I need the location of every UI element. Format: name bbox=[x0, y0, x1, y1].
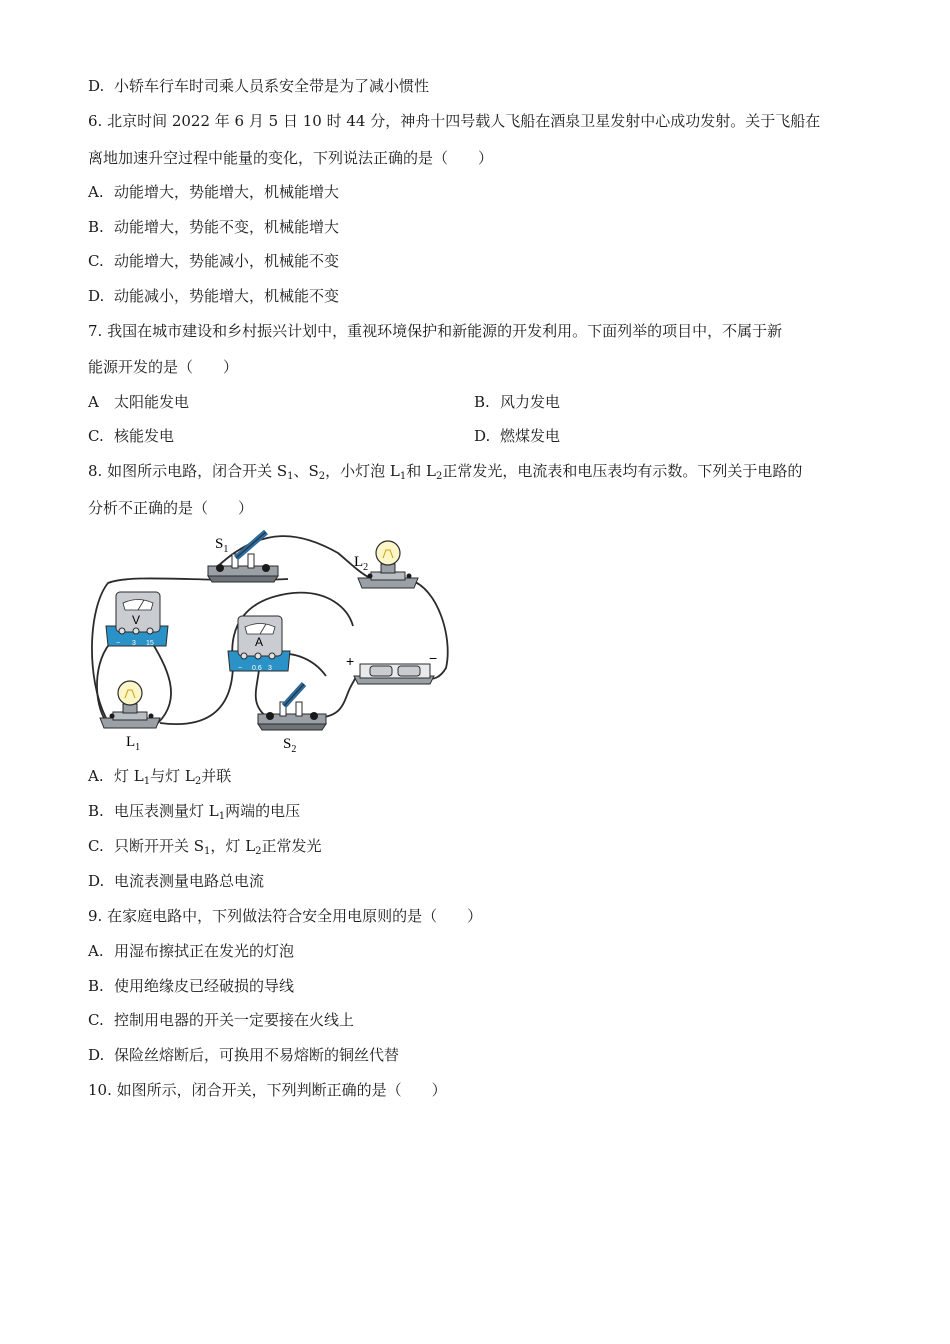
q7-option-d bbox=[474, 426, 560, 446]
q9-option-d bbox=[88, 1045, 399, 1065]
q9-stem: 9. 在家庭电路中，下列做法符合安全用电原则的是（ ） bbox=[88, 907, 483, 925]
wire bbox=[148, 636, 171, 723]
option-text: 用湿布擦拭正在发光的灯泡 bbox=[114, 942, 295, 960]
q7-option-c bbox=[88, 426, 174, 446]
option-text: 核能发电 bbox=[114, 427, 175, 445]
option-text: 燃煤发电 bbox=[500, 427, 561, 445]
q6-option-b bbox=[88, 217, 339, 237]
svg-text:L1: $L_1$ bbox=[126, 734, 141, 753]
q8-stem-line2: 分析不正确的是（ ） bbox=[88, 499, 254, 517]
q6-option-a bbox=[88, 182, 339, 202]
ammeter-terminal: − bbox=[238, 665, 243, 672]
q5-option-d bbox=[88, 76, 429, 96]
q6-option-d bbox=[88, 286, 339, 306]
battery-plus: + bbox=[346, 653, 355, 669]
option-label: D. bbox=[474, 427, 491, 445]
svg-text:S2: $S_2$ bbox=[283, 736, 297, 755]
label-l: L bbox=[126, 734, 136, 750]
option-text: 控制用电器的开关一定要接在火线上 bbox=[114, 1011, 355, 1029]
option-label: B. bbox=[88, 802, 104, 820]
option-label: B. bbox=[88, 977, 104, 995]
option-label: C. bbox=[88, 427, 104, 445]
option-text: 太阳能发电 bbox=[114, 393, 190, 411]
q8-option-d bbox=[88, 871, 264, 891]
option-text: 使用绝缘皮已经破损的导线 bbox=[114, 977, 295, 995]
q8-stem-line1: 8. 如图所示电路，闭合开关 $S_1$、$S_2$，小灯泡 $L_1$和 $L_2$正常发光，电流表和电压表均有示数。下列关于电路的 bbox=[88, 462, 803, 482]
q7-stem-line1: 7. 我国在城市建设和乡村振兴计划中，重视环境保护和新能源的开发利用。下面列举的项目中，不属于新 bbox=[88, 322, 783, 340]
option-text: 动能增大，势能增大，机械能增大 bbox=[114, 183, 340, 201]
label-l: L bbox=[354, 554, 364, 570]
option-text: 动能增大，势能不变，机械能增大 bbox=[114, 218, 340, 236]
q7-option-a bbox=[88, 392, 189, 412]
voltmeter-terminal: 3 bbox=[132, 640, 136, 647]
option-label: D. bbox=[88, 872, 105, 890]
option-label: C. bbox=[88, 252, 104, 270]
option-label: D. bbox=[88, 1046, 105, 1064]
voltmeter-terminal: 15 bbox=[146, 640, 154, 647]
switch-s2 bbox=[258, 684, 326, 730]
q8-option-c: C. 只断开开关 $S_1$，灯 $L_2$正常发光 bbox=[88, 837, 322, 857]
voltmeter-terminal: − bbox=[116, 640, 121, 647]
voltmeter-label: V bbox=[132, 613, 141, 627]
q8-option-a: A. 灯 $L_1$与灯 $L_2$并联 bbox=[88, 767, 232, 787]
battery-minus: − bbox=[429, 650, 438, 666]
option-text: 风力发电 bbox=[500, 393, 561, 411]
option-text: 动能减小，势能增大，机械能不变 bbox=[114, 287, 340, 305]
label-s: S bbox=[283, 736, 292, 752]
q7-stem-line2: 能源开发的是（ ） bbox=[88, 358, 239, 376]
option-label: B. bbox=[88, 218, 104, 236]
option-text: 动能增大，势能减小，机械能不变 bbox=[114, 252, 340, 270]
option-label: D. bbox=[88, 287, 105, 305]
q6-stem-line1: 6. 北京时间 2022 年 6 月 5 日 10 时 44 分，神舟十四号载人飞船在酒泉卫星发射中心成功发射。关于飞船在 bbox=[88, 112, 821, 130]
option-label: A bbox=[88, 393, 99, 411]
label-s: S bbox=[215, 536, 224, 552]
q9-option-b bbox=[88, 976, 294, 996]
ammeter-terminal: 0.6 bbox=[252, 665, 262, 672]
q9-option-a bbox=[88, 941, 294, 961]
wire bbox=[313, 676, 356, 718]
battery bbox=[354, 664, 434, 684]
option-text: 保险丝熔断后，可换用不易熔断的铜丝代替 bbox=[114, 1046, 400, 1064]
circuit-diagram bbox=[88, 528, 458, 760]
option-text: 小轿车行车时司乘人员系安全带是为了减小惯性 bbox=[114, 77, 430, 95]
svg-text:L2: $L_2$ bbox=[354, 554, 369, 573]
ammeter-terminal: 3 bbox=[268, 665, 272, 672]
option-label: A. bbox=[88, 767, 104, 785]
q6-stem-line2: 离地加速升空过程中能量的变化，下列说法正确的是（ ） bbox=[88, 149, 494, 167]
option-label: C. bbox=[88, 1011, 104, 1029]
svg-text:S1: $S_1$ bbox=[215, 536, 229, 555]
q9-option-c bbox=[88, 1010, 354, 1030]
option-label: D. bbox=[88, 77, 105, 95]
lamp-l1 bbox=[100, 681, 160, 728]
ammeter-label: A bbox=[255, 635, 264, 649]
option-label: C. bbox=[88, 837, 104, 855]
option-label: A. bbox=[88, 183, 104, 201]
q8-option-b: B. 电压表测量灯 $L_1$两端的电压 bbox=[88, 802, 301, 822]
q7-option-b bbox=[474, 392, 560, 412]
q6-option-c bbox=[88, 251, 339, 271]
option-label: B. bbox=[474, 393, 490, 411]
option-text: 电流表测量电路总电流 bbox=[114, 872, 265, 890]
option-label: A. bbox=[88, 942, 104, 960]
q10-stem: 10. 如图所示，闭合开关，下列判断正确的是（ ） bbox=[88, 1081, 447, 1099]
wire bbox=[97, 636, 121, 718]
